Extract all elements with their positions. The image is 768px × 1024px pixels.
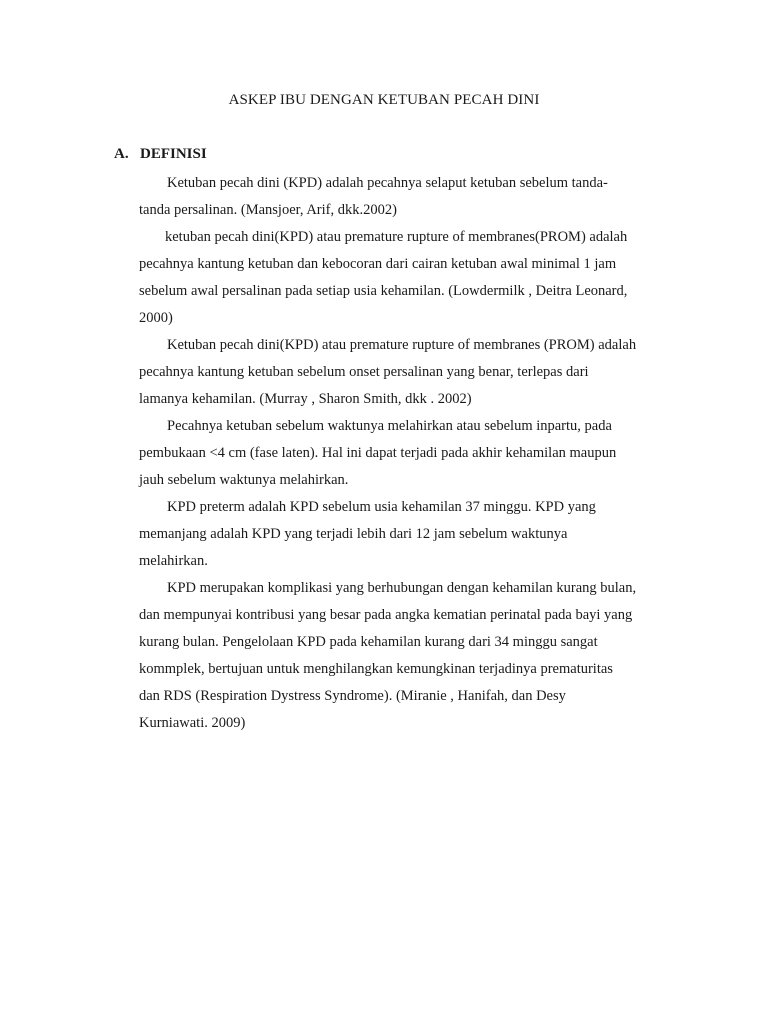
paragraph-line: Pecahnya ketuban sebelum waktunya melahirkan atau sebelum inpartu, pada — [167, 418, 612, 434]
paragraph-line: Ketuban pecah dini(KPD) atau premature rupture of membranes (PROM) adalah — [167, 337, 637, 353]
body-text — [139, 170, 659, 737]
paragraph-line: pecahnya kantung ketuban sebelum onset persalinan yang benar, terlepas dari — [139, 364, 589, 380]
paragraph-line: Ketuban pecah dini (KPD) adalah pecahnya selaput ketuban sebelum tanda- — [167, 175, 608, 191]
paragraph-line: Kurniawati. 2009) — [139, 715, 246, 731]
paragraph-line: dan RDS (Respiration Dystress Syndrome). (Miranie , Hanifah, dan Desy — [139, 688, 566, 704]
paragraph-line: KPD merupakan komplikasi yang berhubungan dengan kehamilan kurang bulan, — [167, 580, 637, 596]
paragraph-line: 2000) — [139, 310, 173, 326]
paragraph-line: memanjang adalah KPD yang terjadi lebih dari 12 jam sebelum waktunya — [139, 526, 568, 542]
section-heading-text: DEFINISI — [140, 146, 207, 162]
paragraph-line: pecahnya kantung ketuban dan kebocoran dari cairan ketuban awal minimal 1 jam — [139, 256, 617, 272]
paragraph-line: tanda persalinan. (Mansjoer, Arif, dkk.2002) — [139, 202, 397, 218]
paragraph-line: ketuban pecah dini(KPD) atau premature rupture of membranes(PROM) adalah — [165, 229, 628, 245]
section-heading — [114, 146, 207, 163]
paragraph-line: jauh sebelum waktunya melahirkan. — [139, 472, 349, 488]
paragraph-line: kurang bulan. Pengelolaan KPD pada kehamilan kurang dari 34 minggu sangat — [139, 634, 598, 650]
document-title: ASKEP IBU DENGAN KETUBAN PECAH DINI — [228, 92, 540, 108]
paragraph-line: KPD preterm adalah KPD sebelum usia kehamilan 37 minggu. KPD yang — [167, 499, 596, 515]
paragraph-line: kommplek, bertujuan untuk menghilangkan kemungkinan terjadinya prematuritas — [139, 661, 613, 677]
section-marker: A. — [114, 146, 129, 162]
paragraph-line: melahirkan. — [139, 553, 208, 569]
paragraph-line: dan mempunyai kontribusi yang besar pada angka kematian perinatal pada bayi yang — [139, 607, 633, 623]
paragraph-line: pembukaan <4 cm (fase laten). Hal ini dapat terjadi pada akhir kehamilan maupun — [139, 445, 617, 461]
paragraph-line: sebelum awal persalinan pada setiap usia kehamilan. (Lowdermilk , Deitra Leonard, — [139, 283, 628, 299]
paragraph-line: lamanya kehamilan. (Murray , Sharon Smith, dkk . 2002) — [139, 391, 472, 407]
